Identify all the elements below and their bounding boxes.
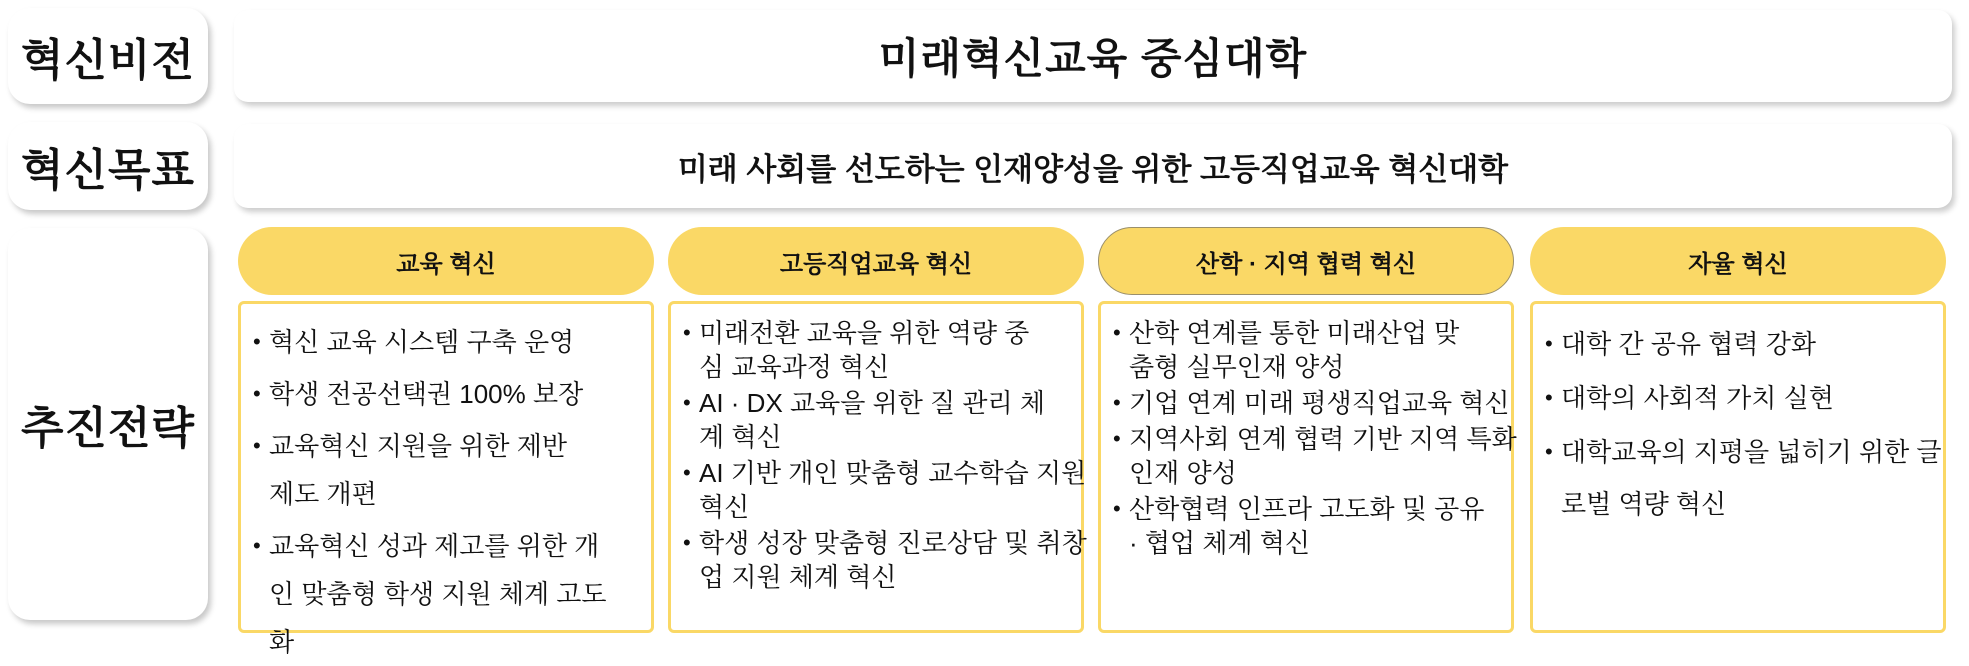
strategy-label-text: 추진전략 [20, 404, 195, 453]
strategy-item: • 학생 전공선택권 100% 보장 [253, 370, 641, 418]
strategy-item: • 산학 연계를 통한 미래산업 맞춤형 실무인재 양성 [1113, 316, 1474, 384]
strategy-column-education [238, 227, 654, 657]
strategy-item: • AI 기반 개인 맞춤형 교수학습 지원 혁신 [683, 456, 1089, 524]
strategy-item: • 교육혁신 성과 제고를 위한 개인 맞춤형 학생 지원 체계 고도화 [253, 522, 619, 666]
strategy-title: 자율 혁신 [1530, 227, 1946, 295]
strategy-item: • 대학교육의 지평을 넓히기 위한 글로벌 역량 혁신 [1545, 426, 1951, 530]
goal-box [234, 124, 1952, 208]
vision-label-text: 혁신비전 [20, 36, 195, 85]
strategy-title: 고등직업교육 혁신 [668, 227, 1084, 295]
strategy-item: • 대학 간 공유 협력 강화 [1545, 318, 1933, 370]
strategy-title: 산학 · 지역 협력 혁신 [1098, 227, 1514, 295]
vision-box [234, 10, 1952, 102]
strategy-item: • 대학의 사회적 가치 실현 [1545, 372, 1933, 424]
strategy-item: • 미래전환 교육을 위한 역량 중심 교육과정 혁신 [683, 316, 1039, 384]
strategy-title: 교육 혁신 [238, 227, 654, 295]
strategy-item: • 기업 연계 미래 평생직업교육 혁신 [1113, 386, 1524, 420]
vision-label [8, 8, 208, 104]
vision-text: 미래혁신교육 중심대학 [878, 35, 1308, 82]
strategy-body [1098, 301, 1517, 633]
strategy-body [238, 301, 654, 657]
strategy-column-vocational [668, 227, 1087, 592]
strategy-label [8, 228, 208, 620]
strategy-item: • AI · DX 교육을 위한 질 관리 체계 혁신 [683, 386, 1059, 454]
goal-text: 미래 사회를 선도하는 인재양성을 위한 고등직업교육 혁신대학 [677, 151, 1509, 187]
strategy-item: • 지역사회 연계 협력 기반 지역 특화 인재 양성 [1113, 422, 1524, 490]
strategy-body [1530, 301, 1946, 633]
strategy-column-autonomy [1530, 227, 1946, 519]
strategy-body [668, 301, 1087, 633]
strategy-column-industry-region [1098, 227, 1517, 558]
strategy-item: • 학생 성장 맞춤형 진로상담 및 취창업 지원 체계 혁신 [683, 526, 1094, 594]
strategy-item: • 산학협력 인프라 고도화 및 공유 · 협업 체계 혁신 [1113, 492, 1499, 560]
goal-label [8, 122, 208, 210]
goal-label-text: 혁신목표 [20, 146, 195, 195]
strategy-item: • 혁신 교육 시스템 구축 운영 [253, 318, 641, 366]
strategy-item: • 교육혁신 지원을 위한 제반 제도 개편 [253, 422, 599, 518]
